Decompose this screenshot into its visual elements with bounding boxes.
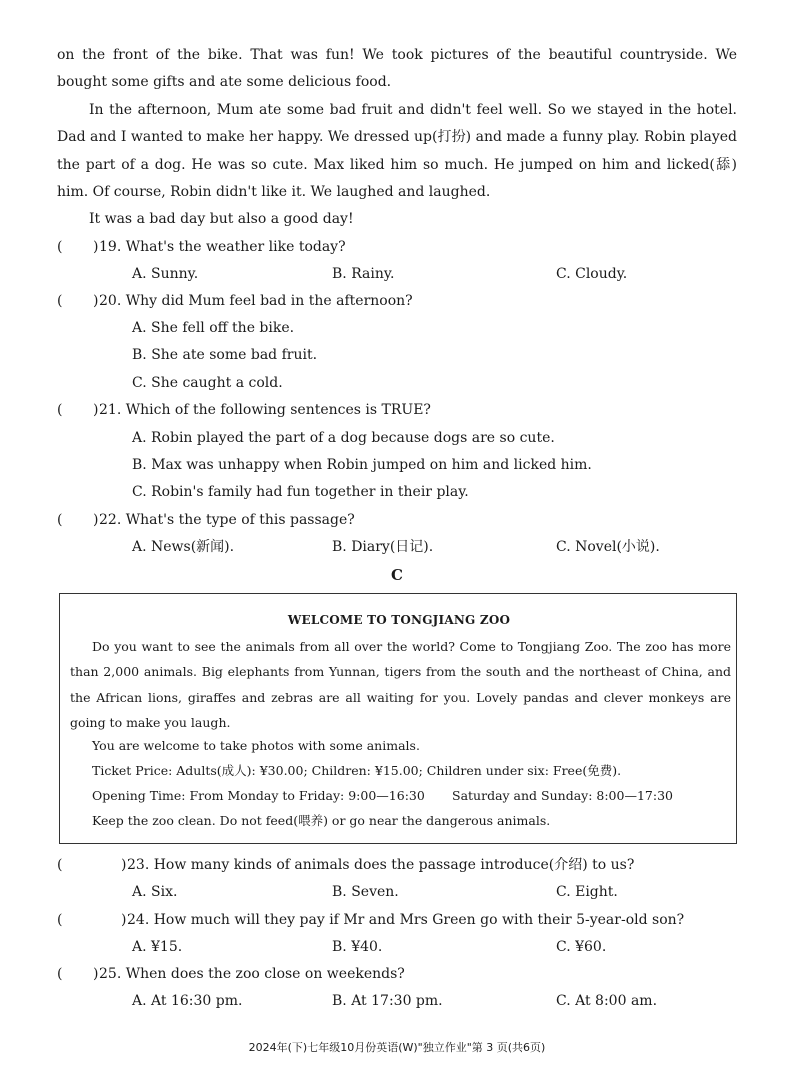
options-19 xyxy=(132,264,732,284)
option-b[interactable]: B. Diary(日记). xyxy=(332,539,434,555)
question-text: 23. How many kinds of animals does the passage introduce(介绍) to us? xyxy=(127,857,635,873)
options-25 xyxy=(132,991,732,1011)
passage-paragraph: on the front of the bike. That was fun! We took pictures of the beautiful countryside. We bought some gifts and ate some delicious food. xyxy=(57,47,737,91)
weekday-hours: Opening Time: From Monday to Friday: 9:00—16:30 xyxy=(92,788,425,803)
question-24 xyxy=(57,910,737,930)
notice-paragraph: Do you want to see the animals from all over the world? Come to Tongjiang Zoo. The zoo has more than 2,000 animals. Big elephants from Yunnan, tigers from the south and the northeast of China, and the African lions, giraffes and zebras are all waiting for you. Lovely pandas and clever monkeys are going to make you laugh. xyxy=(70,639,731,730)
option-c[interactable]: C. ¥60. xyxy=(556,939,607,955)
passage-paragraph: It was a bad day but also a good day! xyxy=(89,211,354,227)
question-text: 20. Why did Mum feel bad in the afternoon? xyxy=(99,293,413,309)
option-c[interactable]: C. Eight. xyxy=(556,884,618,900)
question-25 xyxy=(57,964,737,984)
options-24 xyxy=(132,937,732,957)
option-a[interactable]: A. Sunny. xyxy=(132,266,199,282)
answer-blank-open[interactable]: ( xyxy=(57,239,63,255)
passage-paragraph: In the afternoon, Mum ate some bad fruit and didn't feel well. So we stayed in the hotel. Dad and I wanted to make her happy. We dressed up(打扮) and made a funny play. Robin played the part of a dog. He was so cute. Max liked him so much. He jumped on him and licked(舔) him. Of course, Robin didn't like it. We laughed and laughed. xyxy=(57,102,737,200)
answer-blank-open[interactable]: ( xyxy=(57,966,63,982)
question-20 xyxy=(57,291,737,311)
question-text: 24. How much will they pay if Mr and Mrs Green go with their 5-year-old son? xyxy=(127,912,685,928)
option-c[interactable]: C. At 8:00 am. xyxy=(556,993,658,1009)
notice-line: Keep the zoo clean. Do not feed(喂养) or go near the dangerous animals. xyxy=(92,813,551,828)
answer-blank-close: ) xyxy=(93,293,99,309)
question-text: 19. What's the weather like today? xyxy=(99,239,346,255)
question-22 xyxy=(57,510,737,530)
answer-blank-close: ) xyxy=(93,239,99,255)
answer-blank-close: ) xyxy=(93,402,99,418)
option-a[interactable]: A. ¥15. xyxy=(132,939,183,955)
options-22 xyxy=(132,537,732,557)
notice-line: You are welcome to take photos with some animals. xyxy=(92,738,420,753)
question-21 xyxy=(57,400,737,420)
option-c[interactable]: C. She caught a cold. xyxy=(132,375,283,391)
option-c[interactable]: C. Cloudy. xyxy=(556,266,628,282)
answer-blank-open[interactable]: ( xyxy=(57,857,63,873)
answer-blank-close: ) xyxy=(121,857,127,873)
answer-blank-open[interactable]: ( xyxy=(57,912,63,928)
question-text: 21. Which of the following sentences is TRUE? xyxy=(99,402,431,418)
answer-blank-open[interactable]: ( xyxy=(57,293,63,309)
answer-blank-close: ) xyxy=(93,966,99,982)
question-text: 25. When does the zoo close on weekends? xyxy=(99,966,405,982)
page-footer: 2024年(下)七年级10月份英语(W)"独立作业"第 3 页(共6页) xyxy=(248,1041,546,1054)
option-a[interactable]: A. Robin played the part of a dog because dogs are so cute. xyxy=(132,430,555,446)
option-a[interactable]: A. She fell off the bike. xyxy=(132,320,295,336)
section-heading: C xyxy=(391,566,403,584)
option-c[interactable]: C. Robin's family had fun together in their play. xyxy=(132,484,469,500)
option-a[interactable]: A. At 16:30 pm. xyxy=(132,993,243,1009)
answer-blank-close: ) xyxy=(121,912,127,928)
option-a[interactable]: A. Six. xyxy=(132,884,178,900)
option-b[interactable]: B. At 17:30 pm. xyxy=(332,993,443,1009)
notice-title: WELCOME TO TONGJIANG ZOO xyxy=(287,613,511,627)
zoo-notice-box xyxy=(59,593,737,844)
answer-blank-close: ) xyxy=(93,512,99,528)
answer-blank-open[interactable]: ( xyxy=(57,512,63,528)
option-b[interactable]: B. ¥40. xyxy=(332,939,383,955)
option-b[interactable]: B. Max was unhappy when Robin jumped on him and licked him. xyxy=(132,457,592,473)
option-b[interactable]: B. She ate some bad fruit. xyxy=(132,347,318,363)
option-b[interactable]: B. Rainy. xyxy=(332,266,395,282)
answer-blank-open[interactable]: ( xyxy=(57,402,63,418)
weekend-hours: Saturday and Sunday: 8:00—17:30 xyxy=(452,788,673,803)
options-23 xyxy=(132,882,732,902)
question-19 xyxy=(57,237,737,257)
option-c[interactable]: C. Novel(小说). xyxy=(556,539,660,555)
option-a[interactable]: A. News(新闻). xyxy=(132,539,235,555)
ticket-price-line: Ticket Price: Adults(成人): ¥30.00; Children: ¥15.00; Children under six: Free(免费). xyxy=(92,763,622,778)
opening-time-line xyxy=(92,786,732,806)
question-text: 22. What's the type of this passage? xyxy=(99,512,355,528)
option-b[interactable]: B. Seven. xyxy=(332,884,399,900)
question-23 xyxy=(57,855,737,875)
